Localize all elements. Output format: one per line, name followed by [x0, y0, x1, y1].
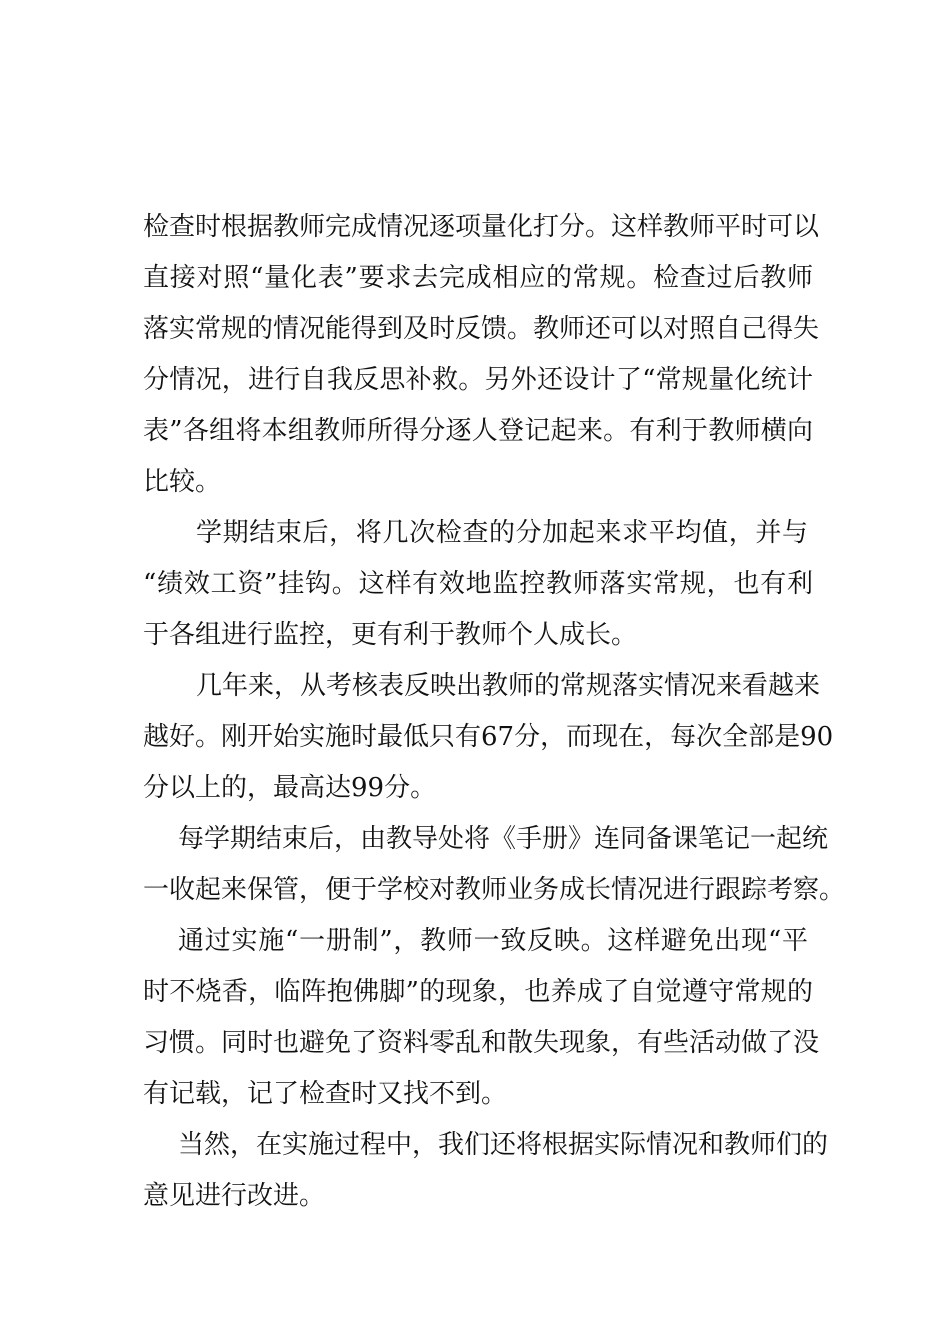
paragraph-line: 越好。刚开始实施时最低只有67分，而现在，每次全部是90: [143, 722, 834, 752]
paragraph-line: 分情况，进行自我反思补救。另外还设计了“常规量化统计: [143, 365, 813, 395]
paragraph-line: 每学期结束后，由教导处将《手册》连同备课笔记一起统: [178, 824, 829, 854]
paragraph-line: 直接对照“量化表”要求去完成相应的常规。检查过后教师: [143, 263, 813, 293]
paragraph-line: 学期结束后，将几次检查的分加起来求平均值，并与: [196, 518, 808, 548]
paragraph-line: 一收起来保管，便于学校对教师业务成长情况进行跟踪考察。: [143, 875, 846, 905]
paragraph-line: 时不烧香，临阵抱佛脚”的现象，也养成了自觉遵守常规的: [143, 977, 813, 1007]
paragraph-line: 落实常规的情况能得到及时反馈。教师还可以对照自己得失: [143, 314, 820, 344]
paragraph-line: 分以上的，最高达99分。: [143, 773, 437, 803]
paragraph-line: “绩效工资”挂钩。这样有效地监控教师落实常规，也有利: [143, 569, 813, 599]
paragraph-line: 意见进行改进。: [143, 1181, 326, 1211]
paragraph-line: 几年来，从考核表反映出教师的常规落实情况来看越来: [196, 671, 821, 701]
paragraph-line: 习惯。同时也避免了资料零乱和散失现象，有些活动做了没: [143, 1028, 820, 1058]
paragraph-line: 比较。: [143, 467, 222, 497]
paragraph-line: 于各组进行监控，更有利于教师个人成长。: [143, 620, 638, 650]
paragraph-line: 通过实施“一册制”，教师一致反映。这样避免出现“平: [178, 926, 808, 956]
paragraph-line: 当然，在实施过程中，我们还将根据实际情况和教师们的: [178, 1130, 829, 1160]
paragraph-line: 检查时根据教师完成情况逐项量化打分。这样教师平时可以: [143, 212, 820, 242]
paragraph-line: 表”各组将本组教师所得分逐人登记起来。有利于教师横向: [143, 416, 813, 446]
paragraph-line: 有记载，记了检查时又找不到。: [143, 1079, 508, 1109]
